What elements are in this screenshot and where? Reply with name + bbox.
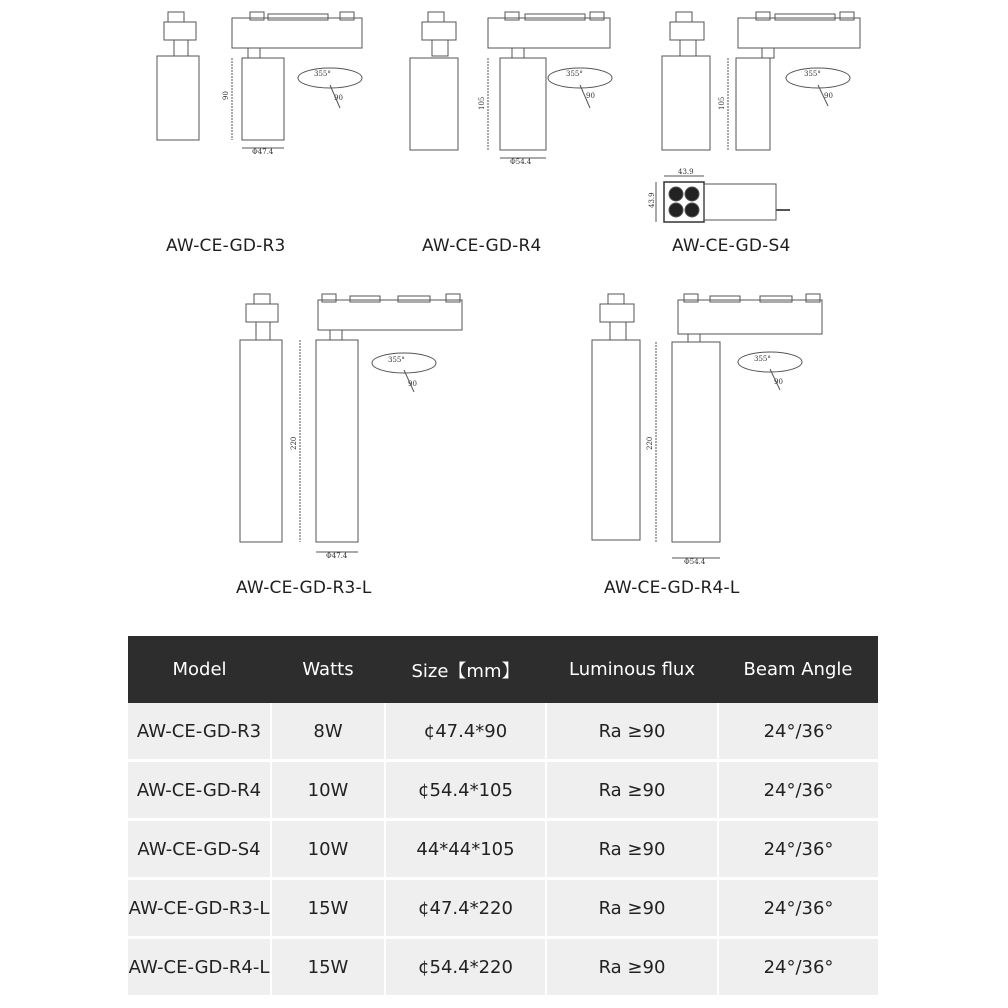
r4-tilt-dim: 90 xyxy=(586,92,595,100)
drawing-r4-l xyxy=(592,294,822,558)
s4-height-dim: 105 xyxy=(718,96,726,110)
r4l-rotate-dim: 355° xyxy=(754,355,771,363)
drawing-r4 xyxy=(410,12,612,158)
cell-beam-angle: 24°/36° xyxy=(718,761,878,820)
r3-height-dim: 90 xyxy=(222,91,230,100)
cell-beam-angle: 24°/36° xyxy=(718,938,878,997)
drawing-r3-l xyxy=(240,294,462,552)
cell-model: AW-CE-GD-S4 xyxy=(128,820,271,879)
cell-size: 44*44*105 xyxy=(385,820,546,879)
cell-size: ¢54.4*220 xyxy=(385,938,546,997)
cell-model: AW-CE-GD-R3 xyxy=(128,703,271,761)
header-watts: Watts xyxy=(271,636,385,703)
cell-beam-angle: 24°/36° xyxy=(718,703,878,761)
r3l-diameter-dim: Φ47.4 xyxy=(326,552,348,560)
label-s4: AW-CE-GD-S4 xyxy=(672,236,791,256)
r4-diameter-dim: Φ54.4 xyxy=(510,158,532,166)
r4l-tilt-dim: 90 xyxy=(774,378,783,386)
table-row xyxy=(128,938,878,997)
cell-model: AW-CE-GD-R4 xyxy=(128,761,271,820)
spec-table xyxy=(128,636,878,998)
r4-rotate-dim: 355° xyxy=(566,70,583,78)
r4l-diameter-dim: Φ54.4 xyxy=(684,558,706,566)
table-row xyxy=(128,761,878,820)
table-header-row xyxy=(128,636,878,703)
drawing-s4 xyxy=(656,12,860,222)
header-model: Model xyxy=(128,636,271,703)
r3l-height-dim: 220 xyxy=(290,436,298,450)
label-r3: AW-CE-GD-R3 xyxy=(166,236,286,256)
cell-watts: 8W xyxy=(271,703,385,761)
header-beam-angle: Beam Angle xyxy=(718,636,878,703)
cell-size: ¢54.4*105 xyxy=(385,761,546,820)
cell-luminous-flux: Ra ≥90 xyxy=(546,879,718,938)
label-r3-l: AW-CE-GD-R3-L xyxy=(236,578,372,598)
header-size: Size【mm】 xyxy=(385,636,546,703)
cell-watts: 10W xyxy=(271,820,385,879)
cell-beam-angle: 24°/36° xyxy=(718,879,878,938)
s4-rotate-dim: 355° xyxy=(804,70,821,78)
drawing-r3 xyxy=(157,12,362,148)
r4-height-dim: 105 xyxy=(478,96,486,110)
cell-luminous-flux: Ra ≥90 xyxy=(546,820,718,879)
header-luminous-flux: Luminous flux xyxy=(546,636,718,703)
r4l-height-dim: 220 xyxy=(646,436,654,450)
s4-width-dim: 43.9 xyxy=(678,168,694,176)
label-r4: AW-CE-GD-R4 xyxy=(422,236,542,256)
cell-luminous-flux: Ra ≥90 xyxy=(546,703,718,761)
cell-luminous-flux: Ra ≥90 xyxy=(546,761,718,820)
cell-watts: 15W xyxy=(271,879,385,938)
cell-watts: 15W xyxy=(271,938,385,997)
cell-size: ¢47.4*220 xyxy=(385,879,546,938)
r3-tilt-dim: 90 xyxy=(334,94,343,102)
cell-model: AW-CE-GD-R3-L xyxy=(128,879,271,938)
label-r4-l: AW-CE-GD-R4-L xyxy=(604,578,740,598)
r3l-rotate-dim: 355° xyxy=(388,356,405,364)
table-row xyxy=(128,703,878,761)
cell-luminous-flux: Ra ≥90 xyxy=(546,938,718,997)
r3-rotate-dim: 355° xyxy=(314,70,331,78)
cell-size: ¢47.4*90 xyxy=(385,703,546,761)
cell-watts: 10W xyxy=(271,761,385,820)
s4-depth-dim: 43.9 xyxy=(648,192,656,208)
cell-model: AW-CE-GD-R4-L xyxy=(128,938,271,997)
r3l-tilt-dim: 90 xyxy=(408,380,417,388)
table-row xyxy=(128,879,878,938)
table-row xyxy=(128,820,878,879)
s4-tilt-dim: 90 xyxy=(824,92,833,100)
cell-beam-angle: 24°/36° xyxy=(718,820,878,879)
r3-diameter-dim: Φ47.4 xyxy=(252,148,274,156)
